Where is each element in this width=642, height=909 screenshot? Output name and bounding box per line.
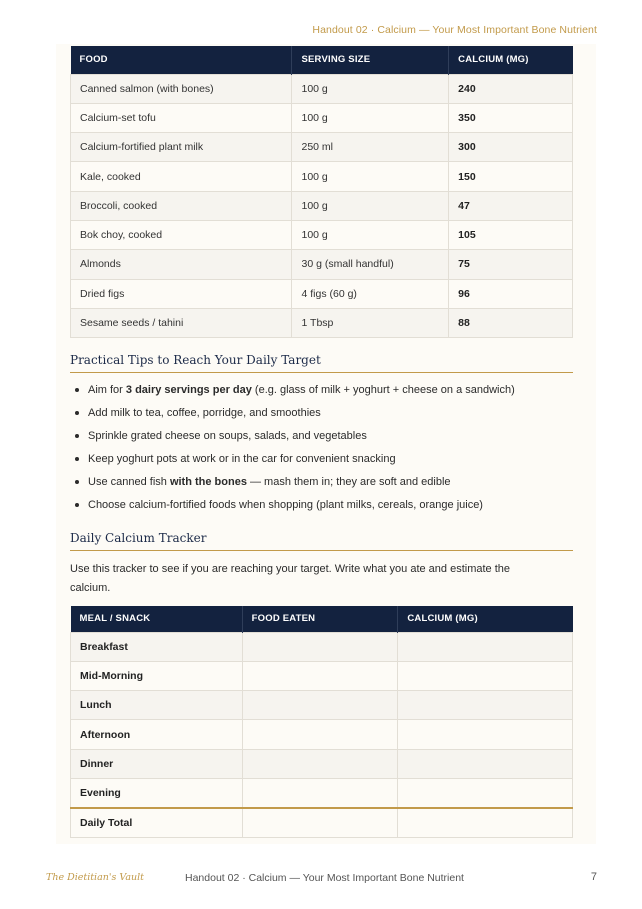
serving-cell: 100 g	[292, 74, 449, 103]
food-eaten-cell[interactable]	[242, 632, 398, 661]
tip-emphasis: 3 dairy servings per day	[125, 384, 252, 396]
table-row	[71, 308, 573, 337]
meal-label: Mid-Morning	[71, 661, 243, 690]
daily-total-label: Daily Total	[71, 808, 243, 837]
calcium-cell: 96	[449, 279, 573, 308]
list-item	[74, 404, 515, 427]
calcium-entry-cell[interactable]	[398, 720, 573, 749]
column-header-calcium: CALCIUM (MG)	[398, 606, 573, 632]
table-row	[71, 133, 573, 162]
food-eaten-cell[interactable]	[242, 691, 398, 720]
list-item	[74, 496, 515, 519]
calcium-entry-cell[interactable]	[398, 749, 573, 778]
footer-brand: The Dietitian's Vault	[46, 872, 145, 883]
food-eaten-cell[interactable]	[242, 778, 398, 807]
serving-cell: 1 Tbsp	[292, 308, 449, 337]
column-header-meal: MEAL / SNACK	[71, 606, 243, 632]
daily-total-row	[71, 808, 573, 837]
tracker-intro-text: Use this tracker to see if you are reaching your target. Write what you ate and estimate the calcium.	[70, 563, 511, 594]
footer-title: Handout 02 · Calcium — Your Most Important Bone Nutrient	[185, 872, 464, 884]
calcium-entry-cell[interactable]	[398, 632, 573, 661]
food-eaten-cell[interactable]	[242, 749, 398, 778]
list-item	[74, 450, 515, 473]
serving-cell: 100 g	[292, 191, 449, 220]
tip-text: Sprinkle grated cheese on soups, salads, and vegetables	[88, 430, 367, 443]
meal-label: Breakfast	[71, 632, 243, 661]
list-item	[74, 473, 515, 496]
tracker-section-title: Daily Calcium Tracker	[70, 531, 573, 551]
calcium-cell: 150	[449, 162, 573, 191]
food-eaten-cell[interactable]	[242, 808, 398, 837]
table-row	[71, 74, 573, 103]
food-cell: Dried figs	[71, 279, 292, 308]
serving-cell: 250 ml	[292, 133, 449, 162]
meal-label: Afternoon	[71, 720, 243, 749]
tip-text: Aim for	[88, 384, 126, 396]
page-number: 7	[590, 871, 597, 883]
table-row	[71, 103, 573, 132]
table-header-row	[71, 606, 573, 632]
calcium-entry-cell[interactable]	[398, 661, 573, 690]
table-row	[71, 749, 573, 778]
food-eaten-cell[interactable]	[242, 720, 398, 749]
food-cell: Broccoli, cooked	[71, 191, 292, 220]
calcium-cell: 105	[449, 220, 573, 249]
calcium-entry-cell[interactable]	[398, 778, 573, 807]
column-header-food: FOOD	[71, 46, 292, 74]
column-header-food-eaten: FOOD EATEN	[242, 606, 398, 632]
table-row	[71, 720, 573, 749]
serving-cell: 100 g	[292, 103, 449, 132]
column-header-serving-size: SERVING SIZE	[292, 46, 449, 74]
tips-list	[74, 381, 515, 520]
running-header: Handout 02 · Calcium — Your Most Important Bone Nutrient	[312, 24, 597, 36]
table-row	[71, 250, 573, 279]
calcium-cell: 75	[449, 250, 573, 279]
column-header-calcium: CALCIUM (MG)	[449, 46, 573, 74]
calcium-cell: 88	[449, 308, 573, 337]
table-row	[71, 279, 573, 308]
table-row	[71, 778, 573, 807]
meal-label: Evening	[71, 778, 243, 807]
table-row	[71, 691, 573, 720]
food-eaten-cell[interactable]	[242, 661, 398, 690]
tip-text: Add milk to tea, coffee, porridge, and smoothies	[88, 407, 321, 420]
tip-text: Use canned fish	[88, 476, 170, 489]
tips-section-title: Practical Tips to Reach Your Daily Target	[70, 353, 573, 373]
food-calcium-table	[70, 46, 573, 338]
calcium-cell: 300	[449, 133, 573, 162]
table-row	[71, 220, 573, 249]
meal-label: Lunch	[71, 691, 243, 720]
calcium-cell: 47	[449, 191, 573, 220]
serving-cell: 100 g	[292, 162, 449, 191]
meal-label: Dinner	[71, 749, 243, 778]
calcium-entry-cell[interactable]	[398, 691, 573, 720]
calcium-cell: 240	[449, 74, 573, 103]
tip-text: — mash them in; they are soft and edible	[246, 476, 451, 489]
tip-emphasis: with the bones	[169, 476, 247, 489]
food-cell: Almonds	[71, 250, 292, 279]
table-header-row	[71, 46, 573, 74]
table-row	[71, 162, 573, 191]
list-item	[74, 427, 515, 450]
tip-text: (e.g. glass of milk + yoghurt + cheese on a sandwich)	[251, 384, 515, 396]
food-cell: Calcium-set tofu	[71, 103, 292, 132]
list-item	[74, 381, 515, 404]
calcium-cell: 350	[449, 103, 573, 132]
calcium-tracker-table	[70, 606, 573, 838]
serving-cell: 30 g (small handful)	[292, 250, 449, 279]
food-cell: Kale, cooked	[71, 162, 292, 191]
table-row	[71, 191, 573, 220]
serving-cell: 100 g	[292, 220, 449, 249]
tip-text: Keep yoghurt pots at work or in the car for convenient snacking	[88, 453, 396, 466]
calcium-total-cell[interactable]	[398, 808, 573, 837]
food-cell: Calcium-fortified plant milk	[71, 133, 292, 162]
food-cell: Sesame seeds / tahini	[71, 308, 292, 337]
serving-cell: 4 figs (60 g)	[292, 279, 449, 308]
food-cell: Bok choy, cooked	[71, 220, 292, 249]
table-row	[71, 632, 573, 661]
table-row	[71, 661, 573, 690]
tip-text: Choose calcium-fortified foods when shopping (plant milks, cereals, orange juice)	[88, 499, 483, 512]
food-cell: Canned salmon (with bones)	[71, 74, 292, 103]
